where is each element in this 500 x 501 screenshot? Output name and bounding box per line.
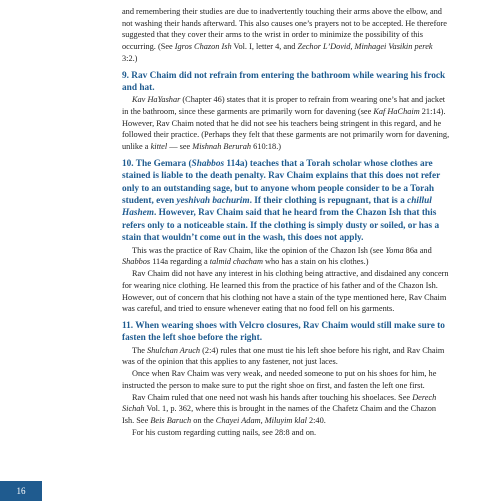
italic-run: chillul Hashem [122,196,432,219]
text-run: Rav Chaim ruled that one need not wash his hands after touching his shoelaces. See [132,392,413,402]
section-10-paragraph-2: Rav Chaim did not have any interest in his clothing being attractive, and disdained any concern for wearing nice clothing. He learned this from the practice of his father and of the Chazon Ish. However, out of concern that his clothing not have a stain of the type mentioned here, Rav Chaim was careful, and tried to ensure whenever eating that no food fell on his garments. [122,269,449,314]
italic-run: Beis Baruch [150,415,192,425]
section-11-paragraph-4: For his custom regarding cutting nails, see 28:8 and on. [132,427,317,437]
italic-run: Zechor L’Dovid, Minhagei Vasikin perek [297,42,433,52]
italic-run: yeshivah bachurim [176,196,250,207]
section-10-paragraph-1 [122,245,450,268]
text-run: on the [191,415,216,425]
italic-run: Igros Chazon Ish [174,42,232,52]
text-run: . If their clothing is repugnant, that is a [249,196,408,207]
italic-run: Yoma [385,245,404,255]
section-11-heading: 11. When wearing shoes with Velcro closures, Rav Chaim would still make sure to fasten the left shoe before the right. [122,320,445,344]
italic-run: Kaf HaChaim [373,107,420,117]
page-number: 16 [16,486,26,496]
italic-run: Shulchan Aruch [146,345,201,355]
text-run: and remembering their studies are due to inadvertently touching their arms above the elbow, and not washing their hands afterward. This also causes one’s prayers not to be accepted. He therefore suggested that they cover their arms to the wrist in order to minimize the possibility of this occurring. (See [122,7,447,52]
section-10-heading [122,158,450,245]
italic-run: Shabbos [191,158,225,169]
text-run: 86a and [403,245,432,255]
text-run: 610:18.) [251,142,282,152]
text-run: (2:4) rules that one must tie his left shoe before his right, and Rav Chaim was of the opinion that this applies to any fastener, not just laces. [122,345,445,367]
section-11-paragraph-1 [122,345,450,368]
italic-run: Mishnah Berurah [192,142,252,152]
section-11-paragraph-3 [122,392,450,427]
text-run: 2:40. [306,415,326,425]
text-run: — see [167,142,193,152]
text-run: 114a) teaches that a Torah scholar whose clothes are stained is liable to the death penalty. Rav Chaim explains that this does not refer only to an outstanding sage, but to anyone whom people consider to be a Torah student, even [122,158,441,207]
text-run: who has a stain on his clothes.) [262,257,369,267]
text-run: 3:2.) [122,53,138,63]
text-run: 21:14). However, Rav Chaim noted that he did not see his teachers being stringent in this regard, and he followed their practice. (Perhaps they felt that these garments are not primarily worn for davening, unlike a [122,107,450,152]
text-run: (Chapter 46) states that it is proper to refrain from wearing one’s hat and jacket in the bathroom, since these garments are primarily worn for davening (see [122,95,446,117]
text-run: This was the practice of Rav Chaim, like the opinion of the Chazon Ish (see [132,245,386,255]
text-run: . However, Rav Chaim said that he heard from the Chazon Ish that this refers only to a noticeable stain. If the clothing is simply dusty or soiled, or has a stain that wouldn’t come out in the wash, this does not apply. [122,208,440,244]
section-9-paragraph [122,94,450,153]
section-11-paragraph-2: Once when Rav Chaim was very weak, and needed someone to put on his shoes for him, he instructed the person to make sure to put the right shoe on first, and fasten the left one first. [122,369,437,390]
page-number-tab [0,481,42,501]
text-run: 10. The Gemara ( [122,158,192,169]
text-run: 114a regarding a [150,257,210,267]
italic-run: Kav HaYashar [132,95,181,105]
section-9-heading: 9. Rav Chaim did not refrain from entering the bathroom while wearing his frock and hat. [122,70,446,93]
italic-run: Shabbos [122,257,151,267]
italic-run: kittel [150,142,168,152]
italic-run: Derech Sichah [122,392,437,414]
text-run: The [132,345,147,355]
intro-paragraph [122,6,450,65]
text-run: Vol. 1, p. 362, where this is brought in the names of the Chafetz Chaim and the Chazon Ish. See [122,404,437,425]
text-run: Vol. I, letter 4, and [231,42,298,52]
page-content [122,6,450,438]
italic-run: Chayei Adam, Miluyim klal [215,415,307,425]
italic-run: talmid chacham [209,257,263,267]
